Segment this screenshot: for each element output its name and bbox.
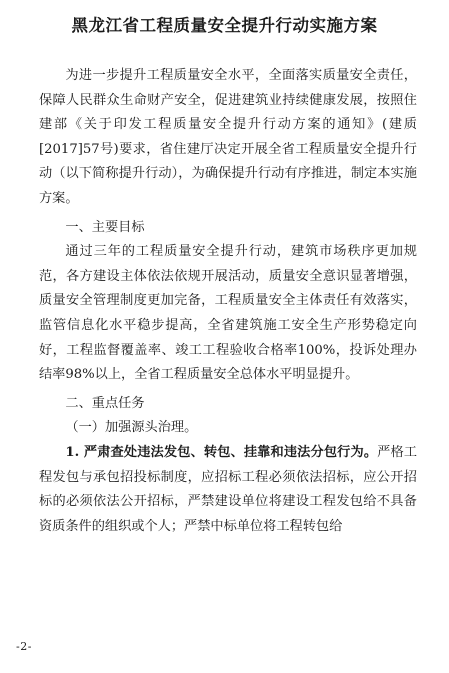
document-title: 黑龙江省工程质量安全提升行动实施方案 <box>71 16 378 35</box>
item-1-lead: 1. 严肃查处违法发包、转包、挂靠和违法分包行为。 <box>65 444 378 460</box>
item-1-paragraph <box>39 441 417 539</box>
section-heading-goals: 一、主要目标 <box>65 219 145 235</box>
intro-paragraph: 为进一步提升工程质量安全水平，全面落实质量安全责任，保障人民群众生命财产安全，促进建筑业持续健康发展，按照住建部《关于印发工程质量安全提升行动方案的通知》(建质[2017]57号)要求，省住建厅决定开展全省工程质量安全提升行动（以下简称提升行动），为确保提升行动有序推进，制定本实施方案。 <box>39 68 417 206</box>
subsection-heading-source: （一）加强源头治理。 <box>65 420 198 436</box>
document-body <box>39 64 417 539</box>
goals-paragraph: 通过三年的工程质量安全提升行动，建筑市场秩序更加规范，各方建设主体依法依规开展活动，质量安全意识显著增强，质量安全管理制度更加完备，工程质量安全主体责任有效落实，监管信息化水平稳步提高，全省建筑施工安全生产形势稳定向好，工程监督覆盖率、竣工工程验收合格率100%，投诉处理办结率98%以上，全省工程质量安全总体水平明显提升。 <box>39 244 417 383</box>
section-heading-tasks: 二、重点任务 <box>65 395 145 411</box>
page-number: -2- <box>16 640 32 653</box>
item-1-body: 严格工程发包与承包招投标制度，应招标工程必须依法招标，应公开招标的必须依法公开招标，严禁建设单位将建设工程发包给不具备资质条件的组织或个人；严禁中标单位将工程转包给 <box>39 444 418 534</box>
